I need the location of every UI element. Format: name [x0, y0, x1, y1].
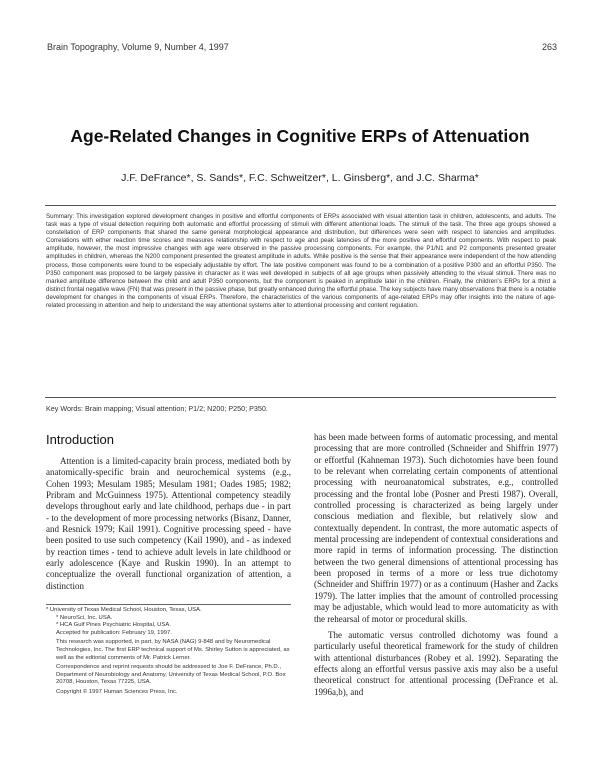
intro-paragraph-2: has been made between forms of automatic processing, and mental processing that are more controlled (Schneider and Shiffrin 1977) or effortful (Kahneman 1973). Such dichotomies have been found to be relevant when correlating certain components of attentional processing with neuroanatomical substrates, e.g., controlled processing and the frontal lobe (Posner and Presti 1987). Overall, controlled processing is characterized as being largely under conscious mediation and flexible, but relatively slow and contextually dependent. In contrast, the more automatic aspects of mental processing are independent of contextual considerations and more rapid in terms of information processing. The distinction between the two general dimensions of attentional processing has been proposed in terms of a more or less true dichotomy (Schneider and Shiffrin 1977) or as a continuum (Hasher and Zacks 1979). The latter implies that the amount of controlled processing may be adjustable, which would lead to more automaticity as with the rehearsal of motor or procedural skills. [314, 432, 558, 624]
abstract-summary: Summary: This investigation explored development changes in positive and effortful components of ERPs associated with visual attention task in children, adolescents, and adults. The task was a type of visual detection requiring both automatic and effortful processing of stimuli with different attentional loads. The stimuli of the task. The three age groups showed a constellation of ERP components that shared the same general morphological appearance and distribution, but differences were seen with respect to latencies and amplitudes. Correlations with either reaction time scores and measures relationship with respect to age and peak latencies of the more positive and effortful components. With respect to peak amplitude, however, the most impressive changes with age were observed in the passive processing components. For example, the P1/N1 and P2 components presented greater amplitudes in children, whereas the N200 component presented the greatest amplitude in adults. While positive is the sense that their appearance were independent of the how attending process, those components were found to be especially adjustable by effort. The late positive component was found to be a combination of a positive P300 and an effortful P350. The P350 component was proposed to be largely passive in character as it was well developed in subjects of all age groups when passively attending to the visual stimuli. There was no marked amplitude difference between the child and adult P350 components, but the component is peaked in amplitude later in the children. Finally, the children's ERPs for a third a distinct frontal negative wave (FN) that was present in the passive phase, but greatly enhanced during the effortful phase. The key subjects have many observations that there is a notable development for changes in the components of visual ERPs. Therefore, the characteristics of the various components of age-related ERPs may offer insights into the nature of age-related processing in attention and help to understand the way attentional systems alter to attentional processing and content regulation. [46, 213, 556, 310]
footnote-accepted: Accepted for publication: February 19, 1997. [56, 629, 172, 636]
intro-paragraph-1: Attention is a limited-capacity brain process, mediated both by anatomically-specific brain and neurochemical systems (e.g., Cohen 1993; Mesulam 1985; Mesulam 1981; Oades 1985; 1982; Pribram and McGuinness 1975). Attentional competency steadily develops throughout early and late childhood, perhaps due - in part - to the development of more processing networks (Bisanz, Danner, and Resnick 1979; Kail 1991). Cognitive processing speed - have been posited to use such competency (Kail 1990), and - as indexed by reaction times - tend to achieve adult levels in late childhood or early adolescence (Kaye and Ruskin 1990). In an attempt to conceptualize the overall functional organization of attention, a distinction [46, 456, 291, 591]
summary-bottom-rule [45, 397, 556, 398]
page-number: 263 [541, 42, 557, 52]
footnote-affiliation-2: * NeuroSci, Inc. USA. [56, 614, 113, 621]
journal-citation: Brain Topography, Volume 9, Number 4, 1997 [47, 42, 229, 52]
summary-top-rule [45, 205, 556, 206]
footnote-correspondence: Correspondence and reprint requests should be addressed to Joe F. DeFrance, Ph.D., Department of Neurobiology and Anatomy, University of Texas Medical School, P.O. Box 20708, Houston, Texas 77225, USA. [56, 664, 286, 686]
article-title: Age-Related Changes in Cognitive ERPs of Attenuation [70, 126, 530, 146]
running-head [47, 42, 557, 56]
footnotes [46, 604, 291, 697]
right-column [314, 432, 558, 698]
footnote-funding: This research was supported, in part, by NASA (NAG) 9-848 and by Neuromedical Technologies, Inc. The first ERP technical support of Ms. Shirley Sutton is appreciated, as well as the editorial comments of Mr. Patrick Lerner. [56, 639, 290, 661]
intro-paragraph-3: The automatic versus controlled dichotomy was found a particularly useful theoretical framework for the study of children with attentional disturbances (Robey et al. 1992). Separating the effects along an effortful versus passive axis may also be a useful theoretical construct for attentional processing (DeFrance et al. 1996a,b), and [314, 629, 558, 697]
left-column [46, 432, 291, 592]
footnote-affiliation-3: * HCA Gulf Pines Psychiatric Hospital, USA. [56, 622, 171, 629]
footnote-affiliation-1: * University of Texas Medical School, Houston, Texas, USA. [46, 607, 202, 613]
key-words: Key Words: Brain mapping; Visual attention; P1/2; N200; P250; P350. [46, 404, 268, 413]
section-heading-introduction: Introduction [46, 432, 114, 447]
footnote-copyright: Copyright © 1997 Human Sciences Press, Inc. [56, 688, 178, 695]
author-list: J.F. DeFrance*, S. Sands*, F.C. Schweitzer*, L. Ginsberg*, and J.C. Sharma* [121, 172, 479, 184]
